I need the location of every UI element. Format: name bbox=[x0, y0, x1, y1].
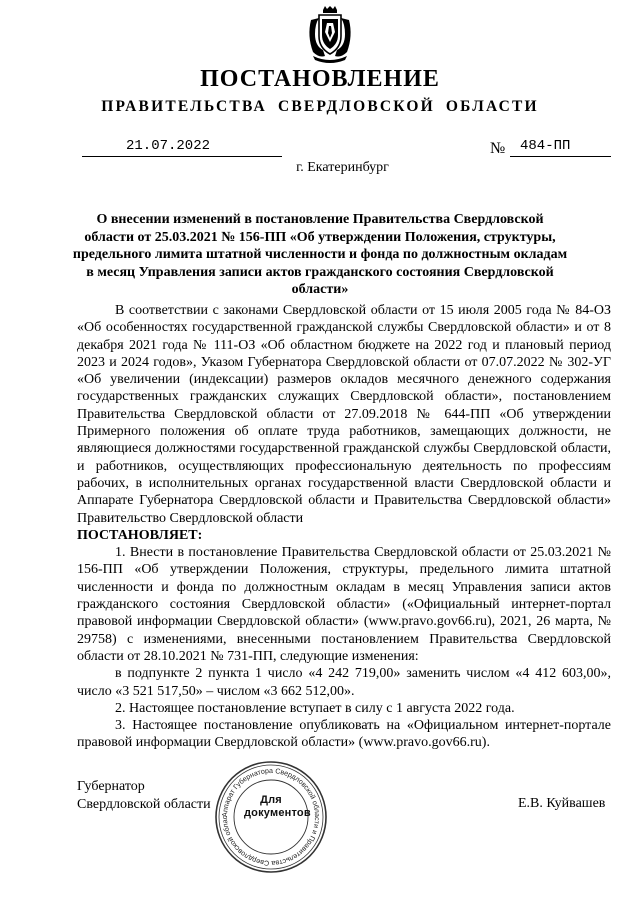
official-stamp bbox=[214, 760, 328, 874]
coat-of-arms-icon bbox=[305, 6, 355, 64]
signatory-position bbox=[77, 778, 211, 813]
stamp-line-1: Для bbox=[260, 794, 282, 806]
signatory-name: Е.В. Куйвашев bbox=[518, 796, 606, 811]
position-line-2: Свердловской области bbox=[77, 796, 211, 812]
item-3-paragraph: 3. Настоящее постановление опубликовать на «Официальном интернет-портале правовой информации Свердловской области» (www.pravo.gov66.ru). bbox=[77, 718, 611, 751]
issuing-authority: ПРАВИТЕЛЬСТВА СВЕРДЛОВСКОЙ ОБЛАСТИ bbox=[101, 98, 539, 115]
stamp-ring-text: Аппарат Губернатора Свердловской области и Правительства Свердловской облас bbox=[220, 766, 322, 868]
document-title: ПОСТАНОВЛЕНИЕ bbox=[200, 66, 440, 92]
date-field bbox=[82, 138, 282, 157]
document-body bbox=[77, 302, 611, 752]
position-line-1: Губернатор bbox=[77, 779, 145, 794]
resolves-heading: ПОСТАНОВЛЯЕТ: bbox=[77, 527, 203, 543]
item-2-paragraph: 2. Настоящее постановление вступает в силу с 1 августа 2022 года. bbox=[115, 700, 515, 716]
document-date: 21.07.2022 bbox=[126, 138, 211, 154]
number-sign: № bbox=[490, 140, 506, 157]
city: г. Екатеринбург bbox=[296, 160, 389, 175]
number-field bbox=[510, 138, 611, 157]
item-1-paragraph: 1. Внести в постановление Правительства Свердловской области от 25.03.2021 № 156-ПП «Об утверждении Положения, структуры, предельного лимита штатной численности и фонда по должностным окладам в месяц Управления записи актов гражданского состояния Свердловской области» («Официальный интернет-портал правовой информации Свердловской области» (www.pravo.gov66.ru), 2021, 26 марта, № 29758) с изменениями, внесенными постановлением Правительства Свердловской области от 28.10.2021 № 731-ПП, следующие изменения: bbox=[77, 545, 611, 664]
stamp-center-text bbox=[244, 794, 311, 820]
document-subject: О внесении изменений в постановление Правительства Свердловской области от 25.03.2021 № 156-ПП «Об утверждении Положения, структуры, предельного лимита штатной численности и фонда по должностным окладам в месяц Управления записи актов гражданского состояния Свердловской области» bbox=[72, 212, 568, 297]
stamp-line-2: документов bbox=[244, 807, 311, 819]
preamble-paragraph: В соответствии с законами Свердловской области от 15 июля 2005 года № 84-ОЗ «Об особенностях государственной гражданской службы Свердловской области» и от 8 декабря 2021 года № 111-ОЗ «Об областном бюджете на 2022 год и плановый период 2023 и 2024 годов», Указом Губернатора Свердловской области от 07.07.2022 № 302-УГ «Об увеличении (индексации) размеров окладов месячного денежного содержания государственных гражданских служащих Свердловской области», постановлением Правительства Свердловской области от 27.09.2018 № 644-ПП «Об утверждении Примерного положения об оплате труда работников, замещающих должности, не являющиеся должностями государственной гражданской службы Свердловской области, и работников, осуществляющих профессиональную деятельность по профессиям рабочих, в исполнительных органах государственной власти Свердловской области и Аппарате Губернатора Свердловской области и Правительства Свердловской области» Правительство Свердловской области bbox=[77, 303, 611, 526]
item-1-change-paragraph: в подпункте 2 пункта 1 число «4 242 719,00» заменить числом «4 412 603,00», число «3 521 517,50» – числом «3 662 512,00». bbox=[77, 666, 611, 699]
document-number: 484-ПП bbox=[520, 138, 571, 154]
